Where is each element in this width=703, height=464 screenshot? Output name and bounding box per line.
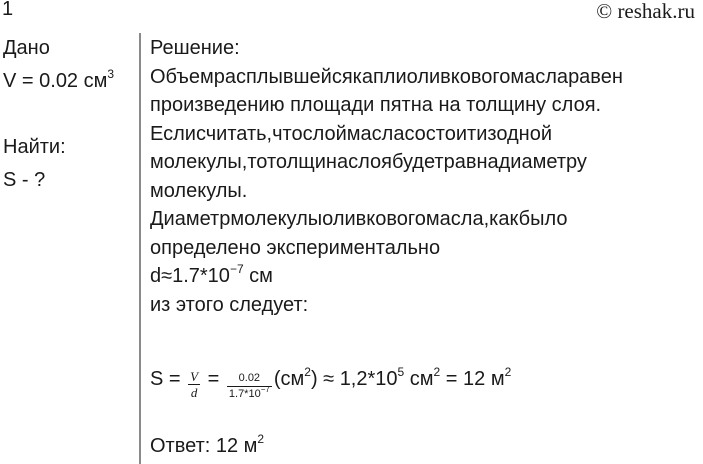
para2-line2: [150, 148, 703, 177]
given-volume-text: V = 0.02 см: [3, 70, 108, 92]
formula-approx-exponent: 5: [397, 365, 405, 379]
word: из: [476, 122, 497, 145]
column-divider: [139, 33, 141, 464]
fraction-numeric-num: 0.02: [227, 372, 272, 387]
fraction-v-over-d: [188, 370, 200, 399]
formula-line: [150, 362, 703, 401]
diameter-value: [150, 262, 703, 291]
diameter-base: d≈1.7*10: [150, 265, 230, 287]
formula-lhs: S =: [150, 368, 187, 390]
formula-approx-unit: см: [404, 368, 434, 390]
solution-heading: Решение:: [150, 37, 240, 59]
formula-approx: ) ≈ 1,2*10: [310, 368, 398, 390]
fraction-den-exponent: −7: [260, 385, 270, 394]
answer-text: Ответ: 12 м: [150, 435, 258, 457]
word: что: [272, 122, 303, 145]
given-heading: Дано: [3, 37, 50, 59]
formula-unit-exponent: 2: [304, 365, 311, 379]
word: Диаметр: [150, 208, 231, 230]
follows-text: из этого следует:: [150, 293, 309, 316]
formula-result-exponent: 2: [504, 365, 512, 379]
word: капли: [352, 65, 407, 88]
find-item: S - ?: [3, 169, 46, 191]
formula-unit: (см: [273, 368, 305, 390]
para1-line2: произведению площади пятна на толщину слоя.: [150, 94, 602, 116]
word: масла: [346, 122, 405, 145]
watermark: © reshak.ru: [596, 0, 695, 23]
formula-result: = 12 м: [440, 368, 505, 390]
word: то: [247, 151, 267, 173]
para3-line2: определено экспериментально: [150, 236, 441, 259]
para2-line3: молекулы.: [150, 179, 248, 202]
word: было: [518, 208, 568, 230]
word: равна: [443, 151, 499, 173]
word: оливкового: [406, 65, 511, 88]
word: масла,: [425, 208, 490, 230]
fraction-numeric: [227, 372, 272, 401]
word: Если: [150, 122, 196, 145]
find-heading: Найти:: [3, 136, 66, 158]
given-volume: [3, 67, 115, 93]
word: будет: [391, 151, 444, 173]
word: Объем: [150, 65, 214, 88]
word: молекулы,: [150, 151, 248, 173]
given-volume-exponent: 3: [107, 67, 115, 81]
word: состоит: [404, 122, 477, 145]
fraction-numeric-den: [227, 387, 272, 401]
word: расплывшейся: [213, 65, 353, 88]
formula-approx-unit-exponent: 2: [433, 365, 441, 379]
word: одной: [496, 122, 553, 145]
answer-line: [150, 432, 703, 461]
para1-line1: [150, 63, 703, 92]
para2-line1: [150, 120, 703, 149]
diameter-exponent: −7: [229, 262, 244, 276]
diameter-unit: см: [243, 265, 273, 287]
word: равен: [568, 65, 623, 88]
word: молекулы: [230, 208, 323, 230]
fraction-den-base: 1.7*10: [228, 388, 261, 400]
word: как: [489, 208, 519, 230]
problem-number: 1: [2, 0, 14, 20]
solution-block: [150, 34, 703, 319]
word: масла: [510, 65, 569, 88]
word: считать,: [195, 122, 273, 145]
para3-line1: [150, 205, 703, 234]
word: слоя: [348, 151, 392, 173]
word: толщина: [267, 151, 349, 173]
fraction-v-den: d: [190, 385, 198, 400]
word: слой: [302, 122, 347, 145]
word: оливкового: [322, 208, 426, 230]
formula-eq: =: [202, 368, 225, 390]
word: диаметру: [498, 151, 587, 173]
answer-exponent: 2: [257, 432, 265, 446]
fraction-v-num: V: [190, 369, 199, 384]
